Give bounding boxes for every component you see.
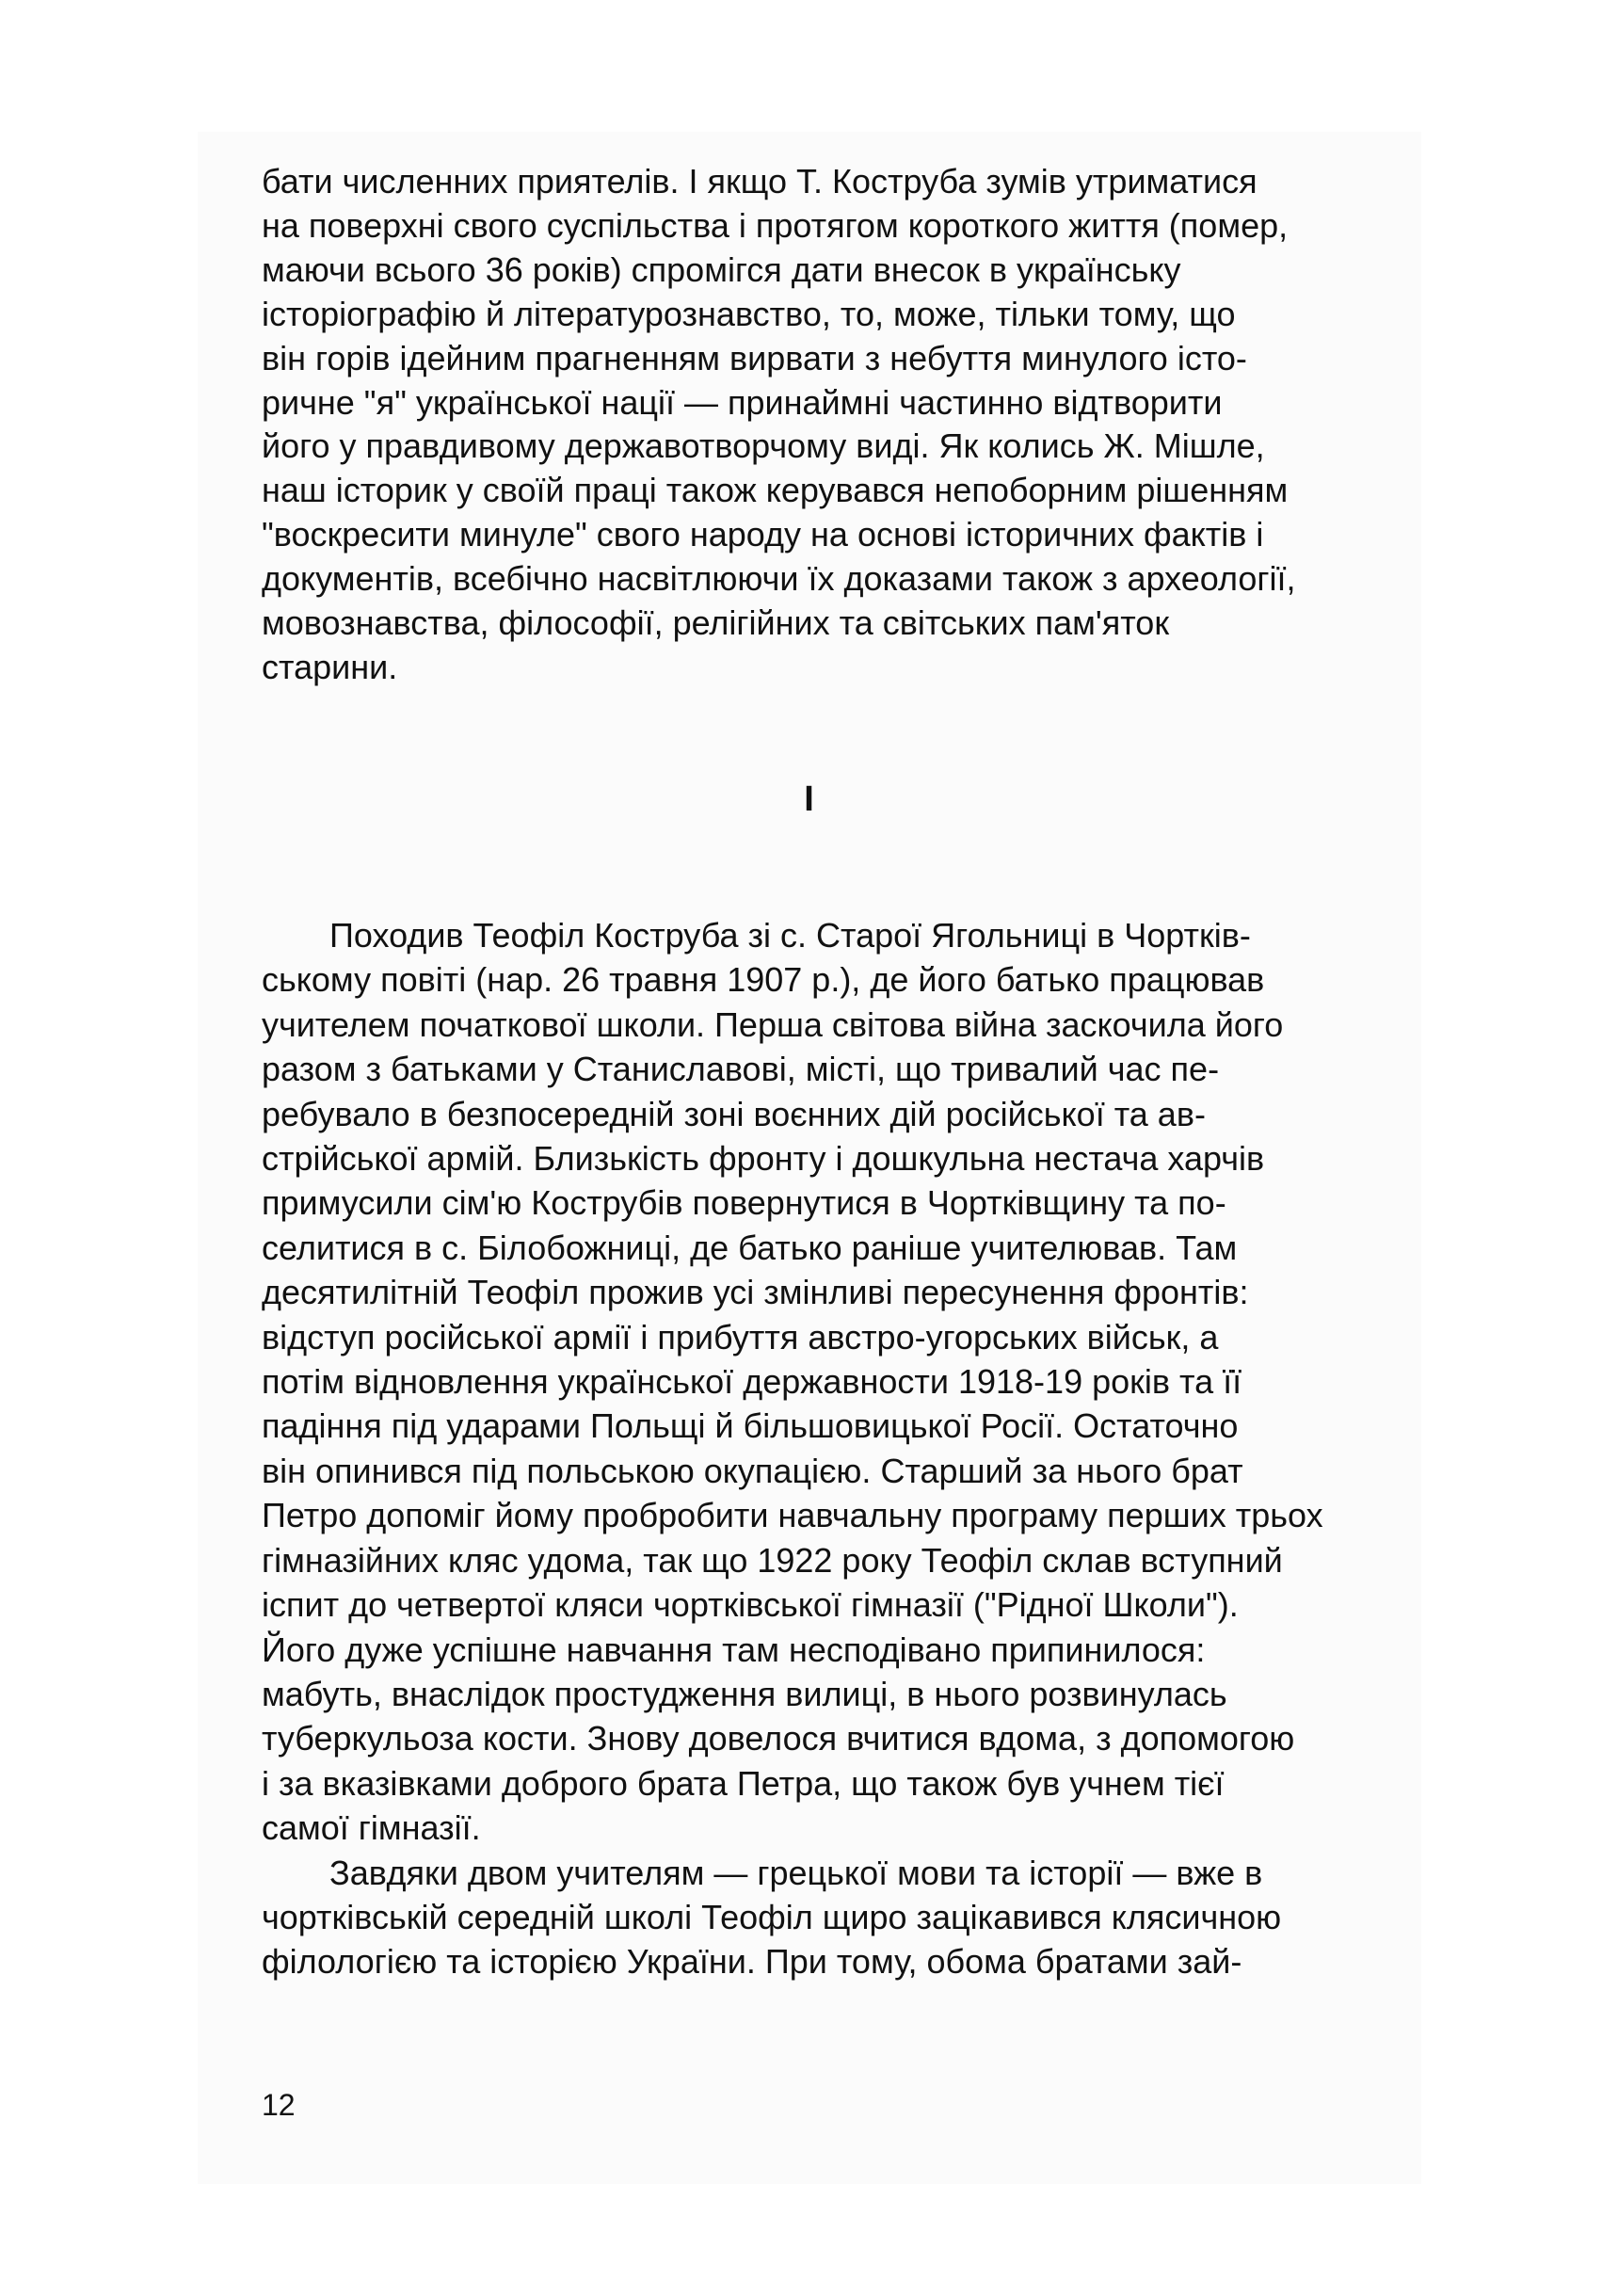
section-heading: I	[804, 779, 814, 819]
text-block-top	[262, 160, 1365, 690]
paragraph-biography: Походив Теофіл Коструба зі с. Старої Ягольниці в Чортків- ському повіті (нар. 26 травня 1907 р.), де його батько працював учителем початкової школи. Перша світова війна заскочила його разом з батьками у Станиславові, місті, що тривалий час пе- ребувало в безпосередній зоні воєнних дій російської та ав- стрійської армій. Близькість фронту і дошкульна нестача харчів примусили сім'ю Кострубів повернутися в Чортківщину та по- селитися в с. Білобожниці, де батько раніше учителював. Там десятилітній Теофіл прожив усі змінливі пересунення фронтів: відступ російської армії і прибуття австро-угорських військ, а потім відновлення української державности 1918-19 років та її падіння під ударами Польщі й більшовицької Росії. Остаточно він опинився під польською окупацією. Старший за нього брат Петро допоміг йому пробробити навчальну програму перших трьох гімназійних кляс удома, так що 1922 року Теофіл склав вступний іспит до четвертої кляси чортківської гімназії ("Рідної Школи"). Його дуже успішне навчання там несподівано припинилося: мабуть, внаслідок простудження вилиці, в нього розвинулась туберкульоза кости. Знову довелося вчитися вдома, з допомогою і за вказівками доброго брата Петра, що також був учнем тієї самої гімназії.	[262, 916, 1323, 1848]
paragraph-studies: Завдяки двом учителям — грецької мови та історії — вже в чортківській середній школі Теофіл щиро зацікавився клясичною філологією та історією України. При тому, обома братами зай-	[262, 1853, 1282, 1982]
paragraph-continuation: бати численних приятелів. І якщо Т. Коструба зумів утриматися на поверхні свого суспільства і протягом короткого життя (помер, маючи всього 36 років) спромігся дати внесок в українську історіографію й літературознавство, то, може, тільки тому, що він горів ідейним прагненням вирвати з небуття минулого істо- ричне "я" української нації — принаймні частинно відтворити його у правдивому державотворчому виді. Як колись Ж. Мішле, наш історик у своїй праці також керувався непоборним рішенням "воскресити минуле" свого народу на основі історичних фактів і документів, всебічно насвітлюючи їх доказами також з археології, мовознавства, філософії, релігійних та світських пам'яток старини.	[262, 162, 1296, 686]
text-block-bottom	[262, 913, 1365, 1984]
page-number: 12	[262, 2088, 296, 2122]
